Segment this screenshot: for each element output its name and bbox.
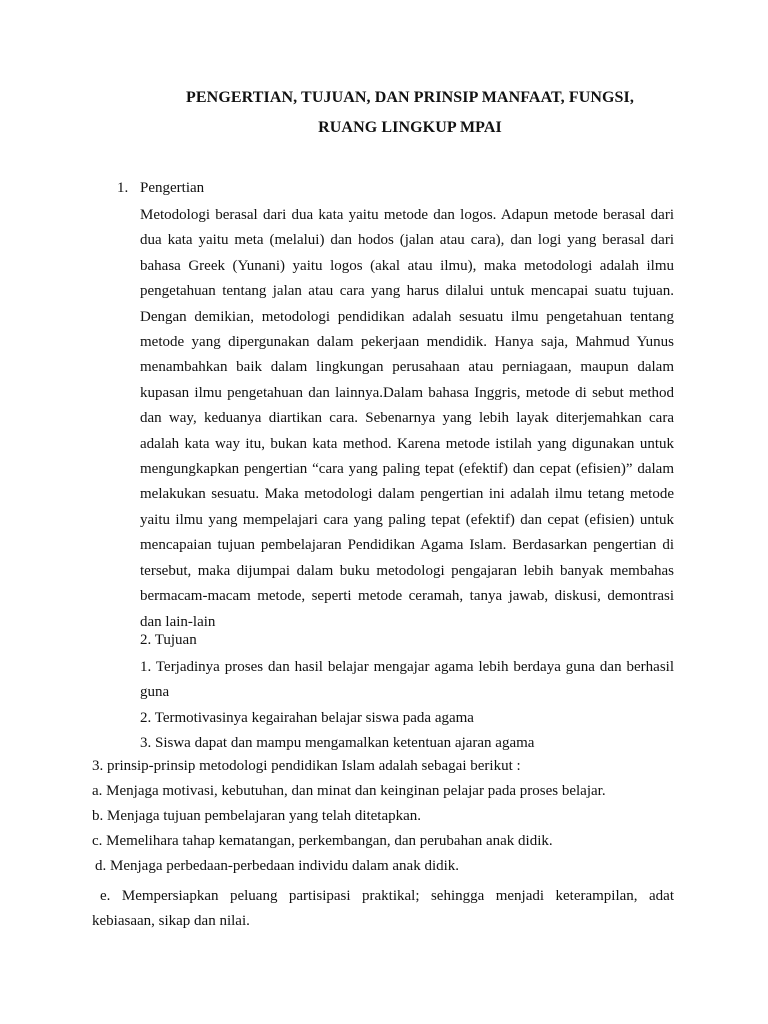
document-title-line-1: PENGERTIAN, TUJUAN, DAN PRINSIP MANFAAT, FUNGSI,: [186, 89, 634, 106]
section-2-item-3: 3. Siswa dapat dan mampu mengamalkan ketentuan ajaran agama: [140, 735, 535, 751]
section-2-item-2: 2. Termotivasinya kegairahan belajar siswa pada agama: [140, 710, 474, 726]
section-3-item-c: c. Memelihara tahap kematangan, perkembangan, dan perubahan anak didik.: [92, 833, 553, 849]
section-3-item-a: a. Menjaga motivasi, kebutuhan, dan minat dan keinginan pelajar pada proses belajar.: [92, 783, 606, 799]
section-3-item-e: e. Mempersiapkan peluang partisipasi praktikal; sehingga menjadi keterampilan, adat kebiasaan, sikap dan nilai.: [92, 888, 674, 930]
section-3-intro: 3. prinsip-prinsip metodologi pendidikan Islam adalah sebagai berikut :: [92, 758, 521, 774]
section-1-body: Metodologi berasal dari dua kata yaitu metode dan logos. Adapun metode berasal dari dua kata yaitu meta (melalui) dan hodos (jalan atau cara), dan logi yang berasal dari bahasa Greek (Yunani) yaitu logos (akal atau ilmu), maka metodologi adalah ilmu pengetahuan tentang jalan atau cara yang harus dilalui untuk mencapai suatu tujuan. Dengan demikian, metodologi pendidikan adalah sesuatu ilmu pengetahuan tentang metode yang dipergunakan dalam pekerjaan mendidik. Hanya saja, Mahmud Yunus menambahkan baik dalam lingkungan perusahaan atau perniagaan, maupun dalam kupasan ilmu pengetahuan dan lainnya.Dalam bahasa Inggris, metode di sebut method dan way, keduanya diartikan cara. Sebenarnya yang lebih layak diterjemahkan cara adalah kata way itu, bukan kata method. Karena metode istilah yang digunakan untuk mengungkapkan pengertian “cara yang paling tepat (efektif) dan cepat (efisien)” dalam melakukan sesuatu. Maka metodologi dalam pengertian ini adalah ilmu tetang metode yaitu ilmu yang mempelajari cara yang paling tepat (efektif) dan cepat (efisien) untuk mencapaian tujuan pembelajaran Pendidikan Agama Islam. Berdasarkan pengertian di tersebut, maka dijumpai dalam buku metodologi pengajaran lebih banyak membahas bermacam-macam metode, seperti metode ceramah, tanya jawab, diskusi, demontrasi dan lain-lain: [140, 207, 674, 630]
document-title-line-2: RUANG LINGKUP MPAI: [318, 119, 502, 136]
section-3-item-b: b. Menjaga tujuan pembelajaran yang telah ditetapkan.: [92, 808, 422, 824]
section-1-number: 1.: [117, 180, 129, 196]
section-1-heading: Pengertian: [140, 180, 205, 196]
section-2-heading: 2. Tujuan: [140, 632, 197, 648]
section-2-item-1: 1. Terjadinya proses dan hasil belajar mengajar agama lebih berdaya guna dan berhasil guna: [140, 659, 674, 701]
section-3-item-d: d. Menjaga perbedaan-perbedaan individu dalam anak didik.: [95, 858, 460, 874]
